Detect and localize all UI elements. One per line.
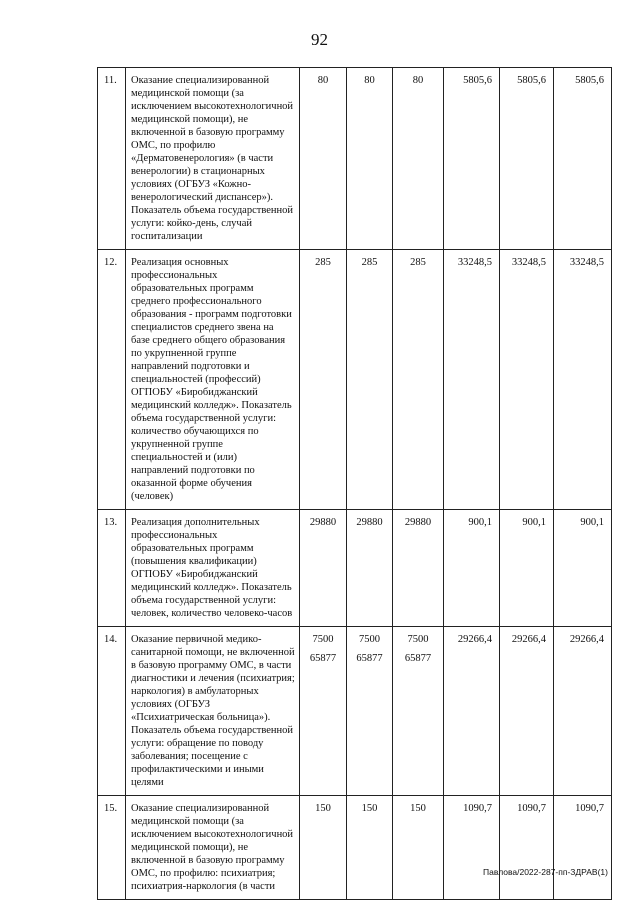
service-description: Оказание специализированной медицинской помощи (за исключением высокотехнологичной медицинской помощи), не включенной в базовую программу ОМС, по профилю: психиатрия; психиатрия-наркология (в части xyxy=(126,796,300,900)
amount-year-2: 33248,5 xyxy=(500,250,554,510)
volume-year-2: 285 xyxy=(347,250,393,510)
amount-year-3: 29266,4 xyxy=(554,627,612,796)
page-number: 92 xyxy=(311,30,328,49)
amount-year-3: 33248,5 xyxy=(554,250,612,510)
volume-year-2: 80 xyxy=(347,68,393,250)
row-number: 12. xyxy=(98,250,126,510)
amount-year-1: 1090,7 xyxy=(444,796,500,900)
volume-year-3 xyxy=(393,627,444,796)
service-description: Реализация дополнительных профессиональных образовательных программ (повышения квалификации) ОГПОБУ «Биробиджанский медицинский колледж». Показатель объема государственной услуги: человек, количество человеко-часов xyxy=(126,510,300,627)
volume-value: 7500 xyxy=(407,634,429,645)
amount-year-2: 29266,4 xyxy=(500,627,554,796)
volume-value: 65877 xyxy=(309,653,337,664)
table-row xyxy=(98,796,612,900)
volume-year-1 xyxy=(300,627,347,796)
volume-value: 65877 xyxy=(404,653,432,664)
volume-year-3: 29880 xyxy=(393,510,444,627)
volume-year-3: 80 xyxy=(393,68,444,250)
service-description: Реализация основных профессиональных образовательных программ среднего профессионального образования - программ подготовки специалистов среднего звена на базе среднего общего образования по укрупненной группе направлений подготовки и специальностей (профессий) ОГПОБУ «Биробиджанский медицинский колледж». Показатель объема государственной услуги: количество обучающихся по укрупненной группе специальностей и (или) направлений подготовки по оказанной форме обучения (человек) xyxy=(126,250,300,510)
volume-value: 65877 xyxy=(356,653,383,664)
volume-value: 7500 xyxy=(312,634,334,645)
amount-year-1: 5805,6 xyxy=(444,68,500,250)
volume-year-1: 150 xyxy=(300,796,347,900)
volume-value: 7500 xyxy=(359,634,380,645)
amount-year-2: 1090,7 xyxy=(500,796,554,900)
volume-year-1: 29880 xyxy=(300,510,347,627)
volume-year-1: 80 xyxy=(300,68,347,250)
row-number: 15. xyxy=(98,796,126,900)
row-number: 11. xyxy=(98,68,126,250)
table-row xyxy=(98,627,612,796)
table-row xyxy=(98,510,612,627)
service-description: Оказание первичной медико-санитарной помощи, не включенной в базовую программу ОМС, в части диагностики и лечения (психиатрия; наркология) в амбулаторных условиях (ОГБУЗ «Психиатрическая больница»). Показатель объема государственной услуги: обращение по поводу заболевания; посещение с профилактическими и иными целями xyxy=(126,627,300,796)
amount-year-3: 5805,6 xyxy=(554,68,612,250)
service-description: Оказание специализированной медицинской помощи (за исключением высокотехнологичной медицинской помощи), не включенной в базовую программу ОМС, по профилю «Дерматовенерология» (в части венерологии) в стационарных условиях (ОГБУЗ «Кожно-венерологический диспансер»). Показатель объема государственной услуги: койко-день, случай госпитализации xyxy=(126,68,300,250)
volume-year-3: 285 xyxy=(393,250,444,510)
volume-year-1: 285 xyxy=(300,250,347,510)
amount-year-2: 900,1 xyxy=(500,510,554,627)
volume-year-2 xyxy=(347,627,393,796)
amount-year-1: 29266,4 xyxy=(444,627,500,796)
amount-year-3: 900,1 xyxy=(554,510,612,627)
document-footer-code: Павлова/2022-287-пп-ЗДРАВ(1) xyxy=(483,867,608,877)
amount-year-1: 900,1 xyxy=(444,510,500,627)
volume-year-3: 150 xyxy=(393,796,444,900)
table-row xyxy=(98,68,612,250)
volume-year-2: 150 xyxy=(347,796,393,900)
services-table xyxy=(97,67,612,900)
row-number: 14. xyxy=(98,627,126,796)
amount-year-2: 5805,6 xyxy=(500,68,554,250)
amount-year-1: 33248,5 xyxy=(444,250,500,510)
row-number: 13. xyxy=(98,510,126,627)
volume-year-2: 29880 xyxy=(347,510,393,627)
table-row xyxy=(98,250,612,510)
amount-year-3: 1090,7 xyxy=(554,796,612,900)
